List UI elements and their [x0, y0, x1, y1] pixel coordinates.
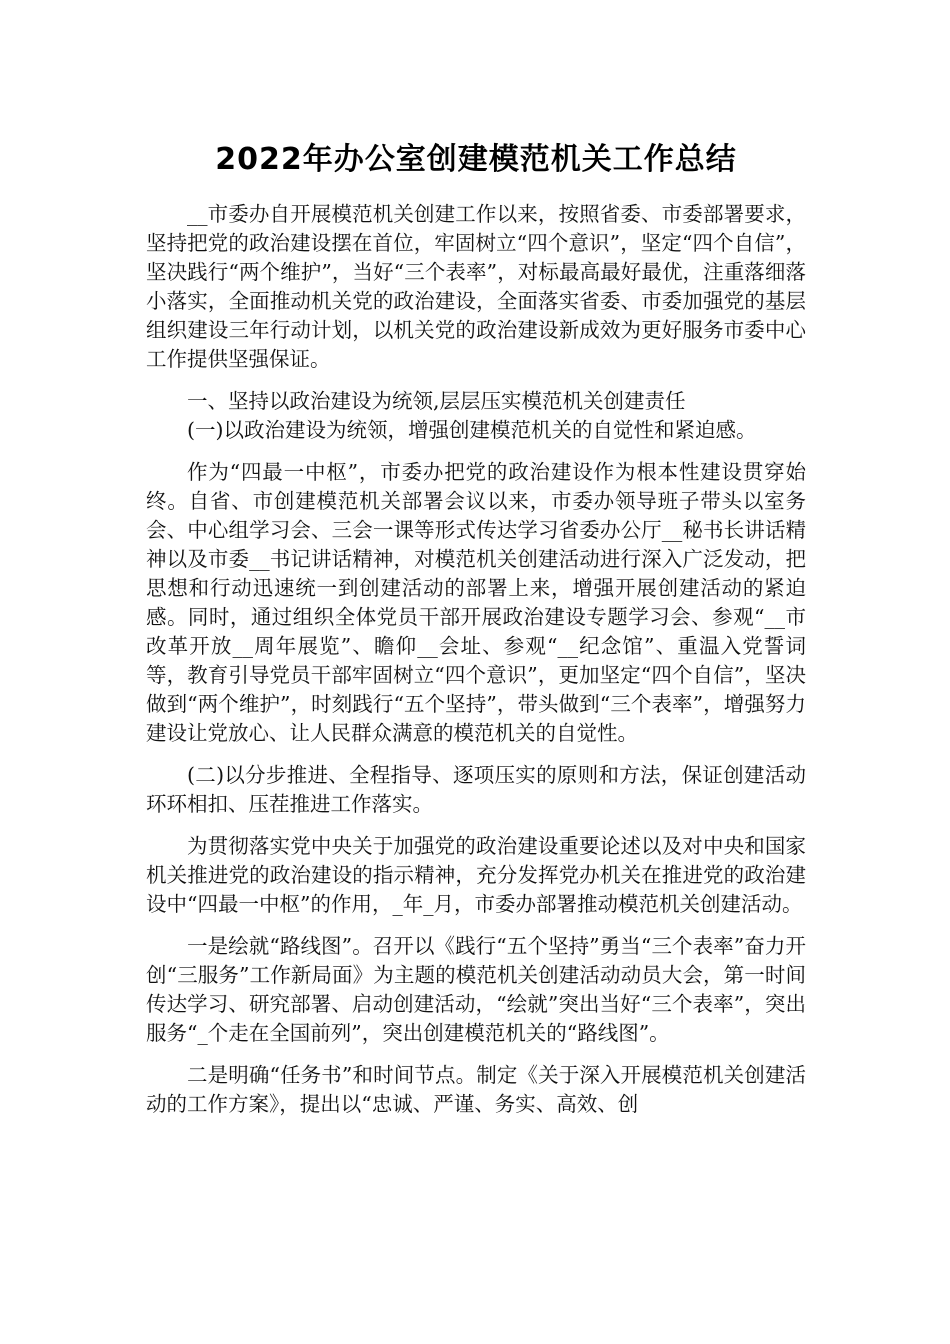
subsection-heading-2: (二)以分步推进、全程指导、逐项压实的原则和方法，保证创建活动环环相扣、压茬推进工作落实。 — [146, 763, 806, 816]
paragraph-body-1: 作为“四最一中枢”，市委办把党的政治建设作为根本性建设贯穿始终。自省、市创建模范机关部署会议以来，市委办领导班子带头以室务会、中心组学习会、三会一课等形式传达学习省委办公厅__秘书长讲话精神以及市委__书记讲话精神，对模范机关创建活动进行深入广泛发动，把思想和行动迅速统一到创建活动的部署上来，增强开展创建活动的紧迫感。同时，通过组织全体党员干部开展政治建设专题学习会、参观“__市改革开放__周年展览”、瞻仰__会址、参观“__纪念馆”、重温入党誓词等，教育引导党员干部牢固树立“四个意识”，更加坚定“四个自信”，坚决做到“两个维护”，时刻践行“五个坚持”，带头做到“三个表率”，增强努力建设让党放心、让人民群众满意的模范机关的自觉性。 — [146, 460, 806, 745]
paragraph-intro: __市委办自开展模范机关创建工作以来，按照省委、市委部署要求，坚持把党的政治建设摆在首位，牢固树立“四个意识”，坚定“四个自信”，坚决践行“两个维护”，当好“三个表率”，对标最高最好最优，注重落细落小落实，全面推动机关党的政治建设，全面落实省委、市委加强党的基层组织建设三年行动计划，以机关党的政治建设新成效为更好服务市委中心工作提供坚强保证。 — [146, 202, 806, 371]
subsection-heading-1: (一)以政治建设为统领，增强创建模范机关的自觉性和紧迫感。 — [187, 418, 757, 442]
paragraph-body-4: 二是明确“任务书”和时间节点。制定《关于深入开展模范机关创建活动的工作方案》，提出以“忠诚、严谨、务实、高效、创 — [146, 1063, 806, 1116]
document-page — [146, 0, 806, 1132]
document-body — [146, 200, 806, 1119]
document-title: 2022年办公室创建模范机关工作总结 — [215, 142, 737, 177]
paragraph-body-2: 为贯彻落实党中央关于加强党的政治建设重要论述以及对中央和国家机关推进党的政治建设的指示精神，充分发挥党办机关在推进党的政治建设中“四最一中枢”的作用，_年_月，市委办部署推动模范机关创建活动。 — [146, 834, 806, 916]
paragraph-body-3: 一是绘就“路线图”。召开以《践行“五个坚持”勇当“三个表率”奋力开创“三服务”工作新局面》为主题的模范机关创建活动动员大会，第一时间传达学习、研究部署、启动创建活动，“绘就”突出当好“三个表率”，突出服务“_个走在全国前列”，突出创建模范机关的“路线图”。 — [146, 934, 806, 1045]
section-heading-1: 一、坚持以政治建设为统领,层层压实模范机关创建责任 — [187, 389, 686, 413]
